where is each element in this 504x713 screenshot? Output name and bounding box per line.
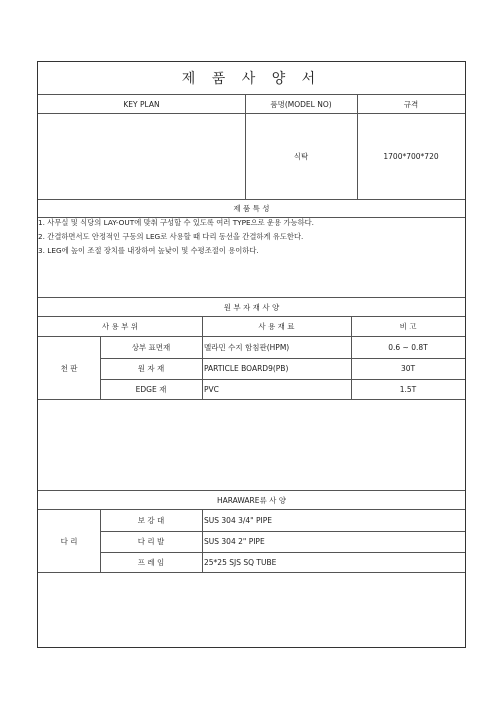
hardware-blank-area [38, 573, 465, 648]
spec-sheet [37, 61, 466, 648]
col-material: 사 용 재 료 [258, 322, 295, 331]
product-name: 식탁 [293, 152, 309, 161]
materials-columns-row [38, 317, 465, 337]
hardware-material: 25*25 SJS SQ TUBE [204, 558, 277, 567]
features-heading: 제 품 특 성 [233, 204, 270, 213]
product-size: 1700*700*720 [383, 152, 439, 161]
hardware-heading: HARAWARE류 사 양 [217, 495, 286, 505]
material-name: PARTICLE BOARD9(PB) [204, 364, 289, 373]
hardware-part: 프 레 임 [137, 558, 165, 567]
material-note: 1.5T [399, 385, 417, 394]
key-plan-header: KEY PLAN [123, 99, 160, 109]
hardware-heading-row [38, 491, 465, 510]
feature-item: 2. 간결하면서도 안정적인 구동의 LEG로 사용할 때 다리 동선을 간결하게 유도한다. [38, 232, 304, 241]
document-title: 제 품 사 양 서 [181, 71, 322, 87]
col-part: 사 용 부 위 [101, 322, 139, 331]
material-part: 상부 표면재 [131, 343, 171, 352]
material-note: 30T [400, 364, 416, 373]
features-body [38, 218, 465, 298]
feature-item: 1. 사무실 및 식당의 LAY-OUT에 맞춰 구성할 수 있도록 여러 TYPE으로 운용 가능하다. [38, 218, 314, 227]
product-row [38, 114, 465, 200]
materials-heading: 원 부 자 재 사 양 [223, 302, 280, 312]
col-note: 비 고 [399, 322, 417, 331]
features-heading-row [38, 200, 465, 218]
key-plan-area [38, 114, 245, 199]
feature-item: 3. LEG에 높이 조절 장치를 내장하여 높낮이 및 수평조절이 용이하다. [38, 246, 259, 255]
model-name-header: 품명(MODEL NO) [270, 99, 332, 109]
hardware-material: SUS 304 2" PIPE [204, 537, 265, 546]
spec-header: 규격 [403, 99, 419, 109]
hardware-part: 보 강 대 [137, 516, 165, 525]
material-name: 멜라민 수지 함침판(HPM) [204, 343, 290, 352]
materials-heading-row [38, 298, 465, 317]
group-label: 다 리 [60, 536, 78, 546]
hardware-material: SUS 304 3/4" PIPE [204, 516, 272, 525]
hardware-group [38, 510, 465, 573]
group-label: 천 판 [60, 363, 78, 373]
header-row [38, 95, 465, 114]
material-part: EDGE 재 [135, 385, 167, 394]
title-row [38, 62, 465, 95]
material-name: PVC [204, 385, 219, 394]
material-part: 원 자 재 [137, 364, 165, 373]
materials-blank-area [38, 400, 465, 491]
materials-group [38, 337, 465, 400]
material-note: 0.6 ~ 0.8T [388, 343, 428, 352]
hardware-part: 다 리 발 [137, 537, 165, 546]
